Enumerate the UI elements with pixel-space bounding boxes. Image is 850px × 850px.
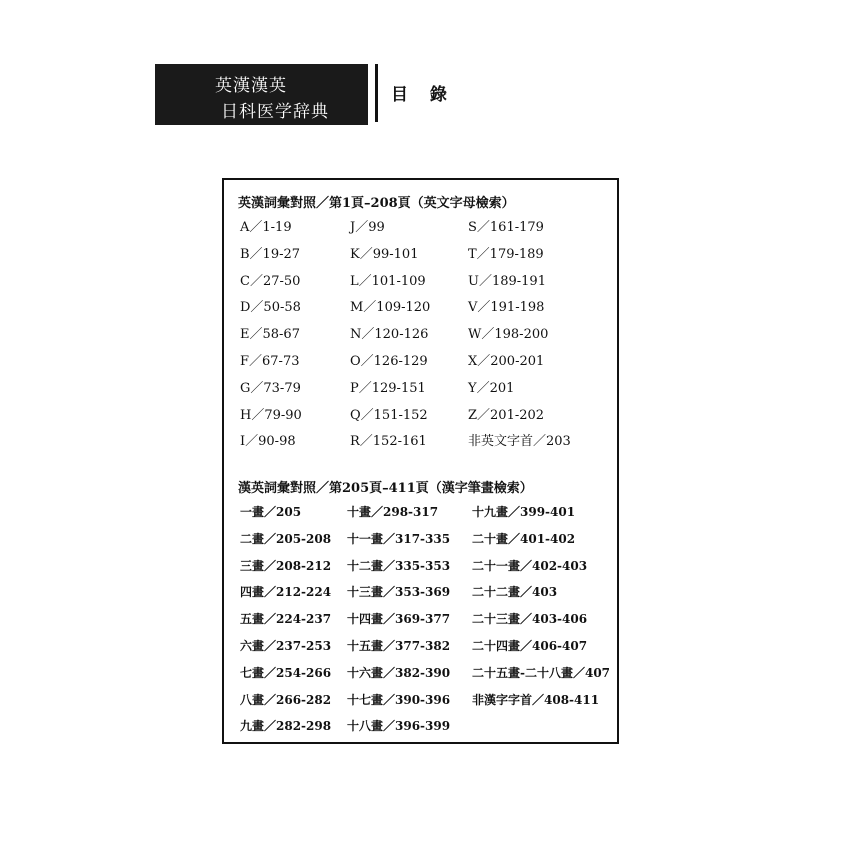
index-entry: 四畫／212-224	[240, 585, 332, 600]
index-entry: 十二畫／335-353	[347, 558, 451, 573]
index-entry: R／152-161	[350, 434, 427, 450]
book-title-line-1: 英漢漢英	[215, 76, 287, 96]
index-entry: 十八畫／396-399	[347, 719, 451, 734]
index-entry: 二十五畫-二十八畫／407	[472, 665, 611, 680]
index-entry: G／73-79	[240, 380, 301, 396]
index-entry: Z／201-202	[468, 407, 545, 423]
index-entry: 非漢字字首／408-411	[472, 692, 600, 707]
index-entry: 二十一畫／402-403	[472, 558, 588, 573]
index-entry: M／109-120	[350, 300, 431, 316]
index-entry: 二十二畫／403	[472, 585, 558, 600]
index-entry: 五畫／224-237	[240, 612, 332, 627]
index-entry: 二十畫／401-402	[472, 531, 576, 546]
index-entry: F／67-73	[240, 354, 300, 369]
index-entry: K／99-101	[350, 246, 419, 262]
index-entry: 十六畫／382-390	[347, 665, 451, 680]
index-entry: N／120-126	[350, 327, 429, 343]
index-entry: 十畫／298-317	[347, 505, 439, 519]
index-entry: W／198-200	[468, 327, 549, 343]
index-entry: 九畫／282-298	[240, 719, 332, 734]
index-entry: 十七畫／390-396	[347, 692, 451, 707]
index-entry: I／90-98	[240, 434, 296, 450]
index-entry: 十九畫／399-401	[472, 505, 576, 519]
index-entry: 二十四畫／406-407	[472, 639, 588, 653]
index-entry: A／1-19	[240, 220, 292, 235]
index-entry: S／161-179	[468, 220, 544, 235]
index-entry: Y／201	[468, 380, 515, 396]
index-entry: 七畫／254-266	[240, 665, 332, 680]
section-title-chinese-index: 漢英詞彙對照／第205頁–411頁（漢字筆畫檢索）	[238, 481, 533, 496]
index-entry: T／179-189	[468, 246, 544, 262]
index-entry: 三畫／208-212	[240, 558, 332, 573]
index-entry: 六畫／237-253	[240, 639, 332, 653]
index-entry: 二十三畫／403-406	[472, 612, 588, 627]
index-entry: 二畫／205-208	[240, 531, 332, 546]
index-entry: P／129-151	[350, 380, 426, 396]
index-entry: U／189-191	[468, 273, 546, 289]
index-entry: X／200-201	[468, 354, 545, 369]
index-entry: O／126-129	[350, 354, 428, 369]
index-entry: H／79-90	[240, 407, 302, 423]
index-box	[222, 178, 619, 744]
index-entry: D／50-58	[240, 300, 301, 316]
index-entry: 一畫／205	[240, 505, 302, 519]
index-entry: C／27-50	[240, 273, 301, 289]
index-entry: J／99	[350, 220, 385, 235]
index-entry: Q／151-152	[350, 407, 428, 423]
section-title-english-index: 英漢詞彙對照／第1頁–208頁（英文字母檢索）	[238, 196, 515, 211]
book-title-line-2: 日科医学辞典	[221, 102, 329, 122]
index-entry: E／58-67	[240, 327, 300, 343]
index-entry: 十三畫／353-369	[347, 585, 451, 600]
index-entry: 十四畫／369-377	[347, 612, 451, 627]
book-title-block	[155, 64, 368, 125]
index-entry: 十五畫／377-382	[347, 639, 451, 653]
index-entry: 非英文字首／203	[468, 434, 571, 450]
page-title: 目 錄	[391, 85, 455, 105]
index-entry: B／19-27	[240, 246, 301, 262]
index-entry: L／101-109	[350, 273, 426, 289]
title-divider	[375, 64, 378, 122]
index-entry: 八畫／266-282	[240, 692, 332, 707]
index-entry: 十一畫／317-335	[347, 531, 451, 546]
index-entry: V／191-198	[468, 300, 545, 316]
